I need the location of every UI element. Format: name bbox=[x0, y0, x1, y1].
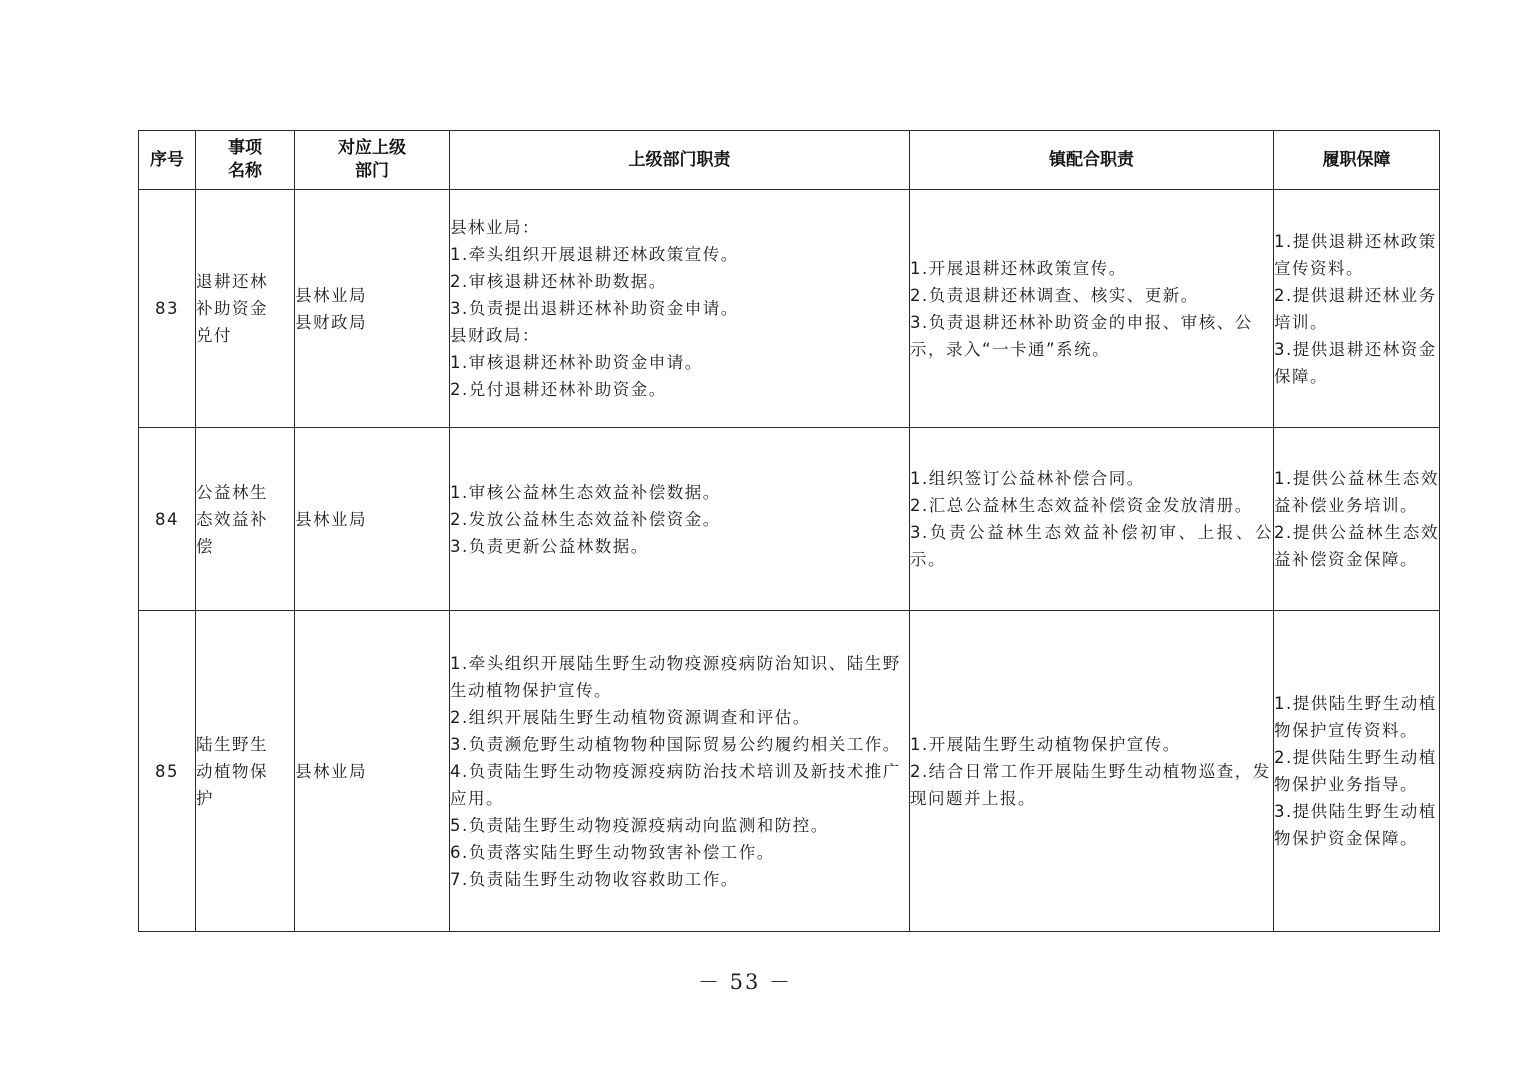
page-number: － 53 － bbox=[697, 970, 793, 994]
item-name-line: 态效益补 bbox=[196, 509, 268, 529]
item-name-line: 偿 bbox=[196, 536, 214, 556]
item-name-line: 陆生野生 bbox=[196, 734, 268, 754]
superior-duty-cell bbox=[450, 428, 910, 611]
seq-cell: 84 bbox=[139, 428, 196, 611]
header-superior-dept-line: 对应上级 bbox=[338, 138, 406, 158]
header-seq: 序号 bbox=[139, 131, 196, 190]
header-guarantee: 履职保障 bbox=[1274, 131, 1440, 190]
item-name-cell bbox=[196, 611, 295, 932]
duty-line: 1.审核公益林生态效益补偿数据。 bbox=[450, 482, 721, 502]
duty-line: 1.牵头组织开展退耕还林政策宣传。 bbox=[450, 245, 739, 264]
duty-line: 2.负责退耕还林调查、核实、更新。 bbox=[910, 285, 1199, 305]
duty-line: 1.开展退耕还林政策宣传。 bbox=[910, 258, 1127, 278]
duty-line: 3.负责更新公益林数据。 bbox=[450, 536, 649, 556]
town-duty-cell bbox=[910, 190, 1274, 428]
duty-line: 1.审核退耕还林补助资金申请。 bbox=[450, 353, 703, 372]
duty-line: 2.审核退耕还林补助数据。 bbox=[450, 272, 667, 291]
dept-cell bbox=[295, 611, 450, 932]
duty-line: 1.组织签订公益林补偿合同。 bbox=[910, 469, 1145, 488]
duty-line: 1.牵头组织开展陆生野生动物疫源疫病防治知识、陆生野生动植物保护宣传。 bbox=[450, 653, 901, 700]
header-superior-dept-line: 部门 bbox=[355, 161, 389, 181]
dept-line: 县林业局 bbox=[295, 761, 367, 781]
seq-cell: 83 bbox=[139, 190, 196, 428]
dept-line: 县林业局 bbox=[295, 509, 367, 529]
item-name-line: 兑付 bbox=[196, 326, 232, 345]
dept-line: 县林业局 bbox=[295, 285, 367, 305]
guarantee-line: 3.提供退耕还林资金保障。 bbox=[1274, 339, 1437, 386]
superior-duty-cell bbox=[450, 190, 910, 428]
town-duty-cell bbox=[910, 428, 1274, 611]
guarantee-line: 2.提供陆生野生动植物保护业务指导。 bbox=[1274, 748, 1437, 794]
dept-line: 县财政局 bbox=[295, 312, 367, 332]
item-name-cell bbox=[196, 190, 295, 428]
header-superior-duty: 上级部门职责 bbox=[450, 131, 910, 190]
duty-line: 6.负责落实陆生野生动物致害补偿工作。 bbox=[450, 842, 775, 862]
guarantee-line: 3.提供陆生野生动植物保护资金保障。 bbox=[1274, 802, 1437, 848]
guarantee-line: 1.提供陆生野生动植物保护宣传资料。 bbox=[1274, 694, 1437, 740]
item-name-line: 公益林生 bbox=[196, 482, 268, 502]
table-row bbox=[139, 611, 1440, 932]
table-header-row bbox=[139, 131, 1440, 190]
responsibility-table bbox=[138, 130, 1440, 932]
duty-line: 3.负责濒危野生动植物物种国际贸易公约履约相关工作。 bbox=[450, 734, 901, 754]
duty-line: 1.开展陆生野生动植物保护宣传。 bbox=[910, 734, 1181, 754]
duty-line: 县林业局： bbox=[450, 218, 540, 237]
duty-line: 2.兑付退耕还林补助资金。 bbox=[450, 380, 667, 399]
table-row bbox=[139, 428, 1440, 611]
guarantee-line: 1.提供公益林生态效益补偿业务培训。 bbox=[1274, 469, 1439, 515]
guarantee-line: 1.提供退耕还林政策宣传资料。 bbox=[1274, 231, 1437, 278]
guarantee-cell bbox=[1274, 428, 1440, 611]
guarantee-line: 2.提供公益林生态效益补偿资金保障。 bbox=[1274, 523, 1439, 569]
item-name-line: 补助资金 bbox=[196, 299, 268, 318]
header-item-name bbox=[196, 131, 295, 190]
duty-line: 7.负责陆生野生动物收容救助工作。 bbox=[450, 869, 739, 889]
superior-duty-cell bbox=[450, 611, 910, 932]
guarantee-cell bbox=[1274, 190, 1440, 428]
item-name-line: 动植物保 bbox=[196, 761, 268, 781]
guarantee-line: 2.提供退耕还林业务培训。 bbox=[1274, 285, 1437, 332]
duty-line: 3.负责提出退耕还林补助资金申请。 bbox=[450, 299, 739, 318]
header-superior-dept bbox=[295, 131, 450, 190]
item-name-line: 退耕还林 bbox=[196, 272, 268, 291]
town-duty-cell bbox=[910, 611, 1274, 932]
header-town-duty: 镇配合职责 bbox=[910, 131, 1274, 190]
table-row bbox=[139, 190, 1440, 428]
duty-line: 5.负责陆生野生动物疫源疫病动向监测和防控。 bbox=[450, 815, 829, 835]
duty-line: 4.负责陆生野生动物疫源疫病防治技术培训及新技术推广应用。 bbox=[450, 761, 901, 808]
duty-line: 2.汇总公益林生态效益补偿资金发放清册。 bbox=[910, 496, 1253, 515]
dept-cell bbox=[295, 428, 450, 611]
duty-line: 2.发放公益林生态效益补偿资金。 bbox=[450, 509, 721, 529]
guarantee-cell bbox=[1274, 611, 1440, 932]
duty-line: 2.结合日常工作开展陆生野生动植物巡查，发现问题并上报。 bbox=[910, 761, 1271, 808]
dept-cell bbox=[295, 190, 450, 428]
item-name-cell bbox=[196, 428, 295, 611]
header-item-name-line: 名称 bbox=[228, 161, 262, 181]
duty-line: 3.负责退耕还林补助资金的申报、审核、公示，录入“一卡通”系统。 bbox=[910, 312, 1253, 359]
duty-line: 2.组织开展陆生野生动植物资源调查和评估。 bbox=[450, 707, 811, 727]
header-item-name-line: 事项 bbox=[228, 138, 262, 158]
duty-line: 3.负责公益林生态效益补偿初审、上报、公示。 bbox=[910, 523, 1273, 569]
duty-line: 县财政局： bbox=[450, 326, 540, 345]
seq-cell: 85 bbox=[139, 611, 196, 932]
item-name-line: 护 bbox=[196, 788, 214, 808]
